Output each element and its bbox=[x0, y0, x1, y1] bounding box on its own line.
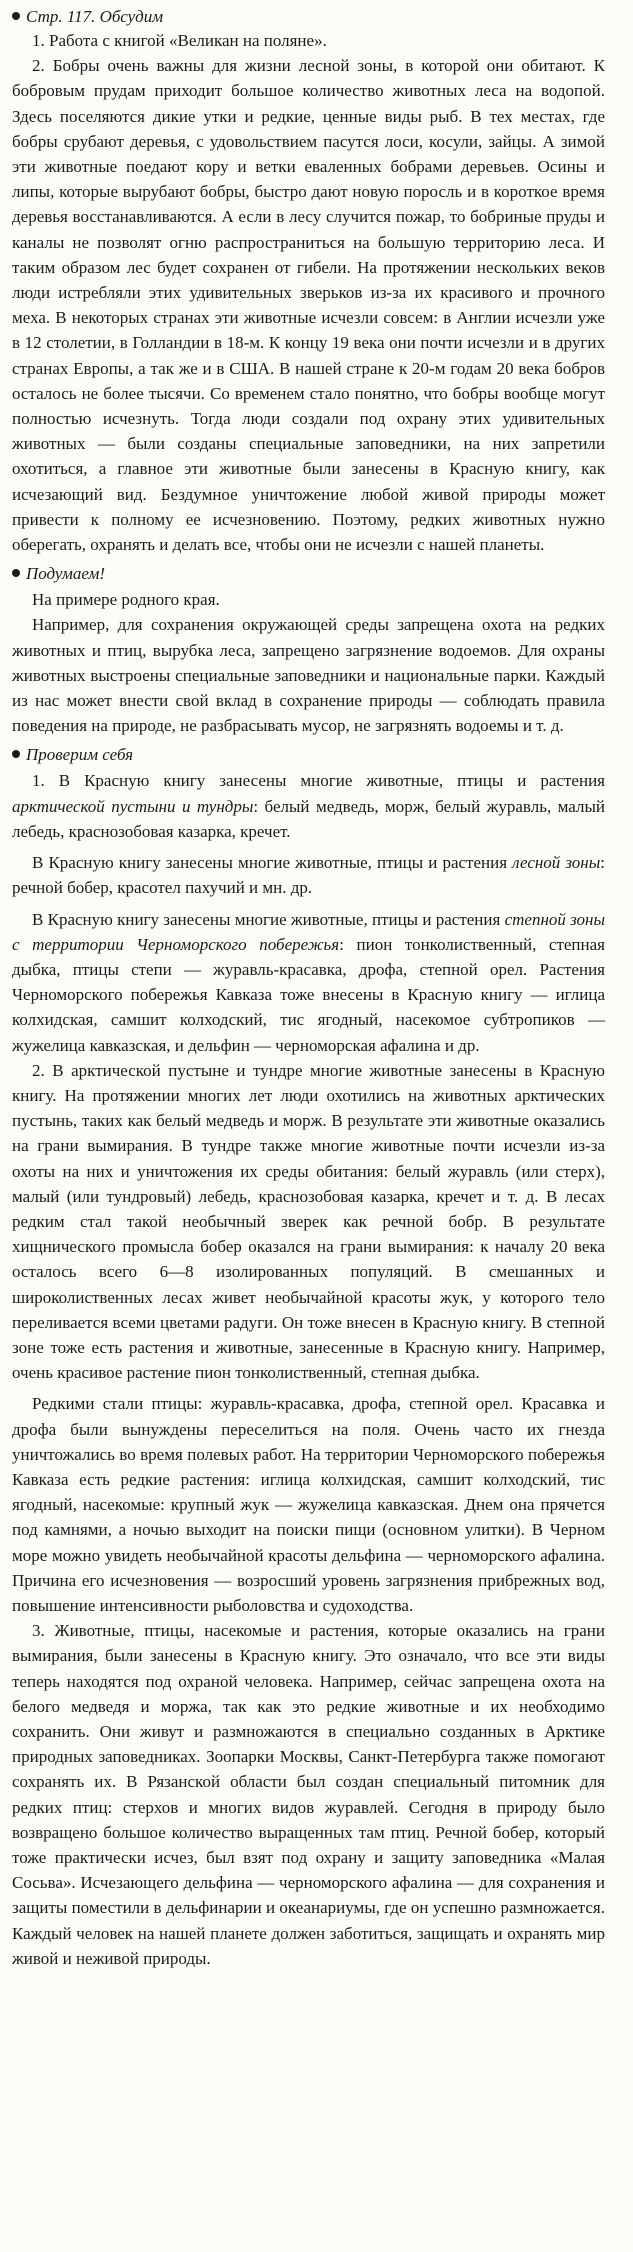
italic-term: лесной зоны bbox=[512, 853, 601, 873]
think-header bbox=[12, 563, 605, 585]
text-run: : речной бобер, красотел пахучий и мн. др. bbox=[12, 853, 605, 898]
check-paragraph-6: 3. Животные, птицы, насекомые и растения, которые оказались на грани вымирания, были занесены в Красную книгу. Это означало, что все эти виды теперь находятся под охраной человека. Например, сейчас запрещена охота на белого медведя и моржа, так как это редкие животные и их необходимо сохранить. Они живут и размножаются в специально созданных в Арктике природных заповедниках. Зоопарки Москвы, Санкт-Петербурга также помогают сохранять их. В Рязанской области был создан специальный питомник для редких птиц: стерхов и многих видов журавлей. Сегодня в природу было возвращено большое количество выращенных там птиц. Речной бобер, который тоже практически исчез, был взят под охрану и защиту заповедника «Малая Сосьва». Исчезающего дельфина — черноморского афалина — для сохранения и защиты поместили в дельфинарии и океанариумы, где он успешно размножается. Каждый человек на нашей планете должен заботиться, защищать и охранять мир живой и неживой природы. bbox=[12, 1621, 605, 1968]
check-paragraph-5: Редкими стали птицы: журавль-красавка, дрофа, степной орел. Красавка и дрофа были вынуждены переселиться на поля. Очень часто их гнезда уничтожались во время полевых работ. На территории Черноморского побережья Кавказа есть редкие растения: иглица колхидская, самшит колходский, тис ягодный, насекомые: крупный жук — жужелица кавказская. Днем она прячется под камнями, а ночью выходит на поиски пищи (основном улитки). В Черном море можно увидеть необычайной красоты дельфина — черноморского афалина. Причина его исчезновения — возросший уровень загрязнения прибрежных вод, повышение интенсивности рыболовства и судоходства. bbox=[12, 1394, 605, 1615]
bullet-icon bbox=[12, 750, 20, 758]
check-paragraph-4: 2. В арктической пустыне и тундре многие животные занесены в Красную книгу. На протяжении многих лет люди охотились на животных арктических пустынь, таких как белый медведь и морж. В результате эти животные оказались на грани вымирания. В тундре также многие животные почти исчезли из-за охоты на них и уничтожения их среды обитания: белый журавль (или стерх), малый (или тундровый) лебедь, краснозобовая казарка, кречет и т. д. В лесах редким стал такой необычный зверек как речной бобр. В результате хищнического промысла бобер оказался на грани вымирания: к началу 20 века осталось всего 6—8 изолированных популяций. В смешанных и широколиственных лесах живет необычайной красоты жук, у которого тело переливается всеми цветами радуги. Он тоже внесен в Красную книгу. В степной зоне тоже есть растения и животные, занесенные в Красную книгу. Например, очень красивое растение пион тонколиственный, степная дыбка. bbox=[12, 1060, 605, 1383]
think-title: Подумаем! bbox=[26, 564, 106, 584]
text-run: В Красную книгу занесены многие животные, птицы и растения bbox=[32, 909, 505, 929]
check-paragraph-1 bbox=[12, 768, 605, 844]
text-run: 1. В Красную книгу занесены многие животные, птицы и растения bbox=[32, 771, 605, 791]
discuss-item-2: 2. Бобры очень важны для жизни лесной зоны, в которой они обитают. К бобровым прудам приходит большое количество животных леса на водопой. Здесь поселяются дикие утки и редкие, ценные виды рыб. В тех местах, где бобры срубают деревья, с удовольствием пасутся лоси, косули, зайцы. А зимой эти животные поедают кору и ветки еваленных бобрами деревьев. Осины и липы, которые вырубают бобры, быстро дают новую поросль и в короткое время деревья восстанавливаются. А если в лесу случится пожар, то бобриные пруды и каналы не позволят огню распространиться на большую территорию леса. И таким образом лес будет сохранен от гибели. На протяжении нескольких веков люди истребляли этих удивительных зверьков из-за их красивого и прочного меха. В некоторых странах эти животные исчезли совсем: в Англии исчезли уже в 12 столетии, в Голландии в 18-м. К концу 19 века они почти исчезли и в других странах Европы, а так же и в США. В нашей стране к 20-м годам 20 века бобров осталось не более тысячи. Со временем стало понятно, что бобры вообще могут полностью исчезнуть. Тогда люди создали под охрану этих удивительных животных — были созданы специальные заповедники, на них запретили охотиться, а главное эти животные были занесены в Красную книгу, как исчезающий вид. Бездумное уничтожение любой живой природы может привести к полному ее исчезновению. Поэтому, редких животных нужно оберегать, охранять и делать все, чтобы они не исчезли с нашей планеты. bbox=[12, 56, 605, 555]
discuss-item-1: 1. Работа с книгой «Великан на поляне». bbox=[32, 31, 327, 50]
think-paragraph-1: На примере родного края. bbox=[32, 590, 220, 610]
check-paragraph-3 bbox=[12, 907, 605, 1058]
italic-term: арктической пустыни и тундры bbox=[12, 796, 254, 816]
text-run: : белый медведь, морж, белый журавль, малый лебедь, краснозобовая казарка, кречет. bbox=[12, 796, 605, 841]
check-header bbox=[12, 744, 605, 766]
bullet-icon bbox=[12, 569, 20, 577]
header-title: Стр. 117. Обсудим bbox=[26, 7, 164, 26]
text-run: В Красную книгу занесены многие животные, птицы и растения bbox=[32, 853, 513, 873]
italic-term: степной зоны с территории Черноморского побережья bbox=[12, 909, 605, 954]
check-title: Проверим себя bbox=[26, 745, 133, 765]
bullet-icon bbox=[12, 12, 20, 20]
text-run: : пион тонколиственный, степная дыбка, птицы степи — журавль-красавка, дрофа, степной орел. Растения Черноморского побережья Кавказа тоже внесены в Красную книгу — иглица колхидская, самшит колходский, тис ягодный, насекомое субтропиков — жужелица кавказская, и дельфин — черноморская афалина и др. bbox=[12, 934, 605, 1055]
think-paragraph-2: Например, для сохранения окружающей среды запрещена охота на редких животных и птиц, вырубка леса, запрещено загрязнение водоемов. Для охраны животных выстроены специальные заповедники и национальные парки. Каждый из нас может внести свой вклад в сохранение природы — соблюдать правила поведения на природе, не разбрасывать мусор, не загрязнять водоемы и т. д. bbox=[12, 615, 605, 736]
section-header bbox=[12, 6, 605, 28]
check-paragraph-2 bbox=[12, 850, 605, 900]
